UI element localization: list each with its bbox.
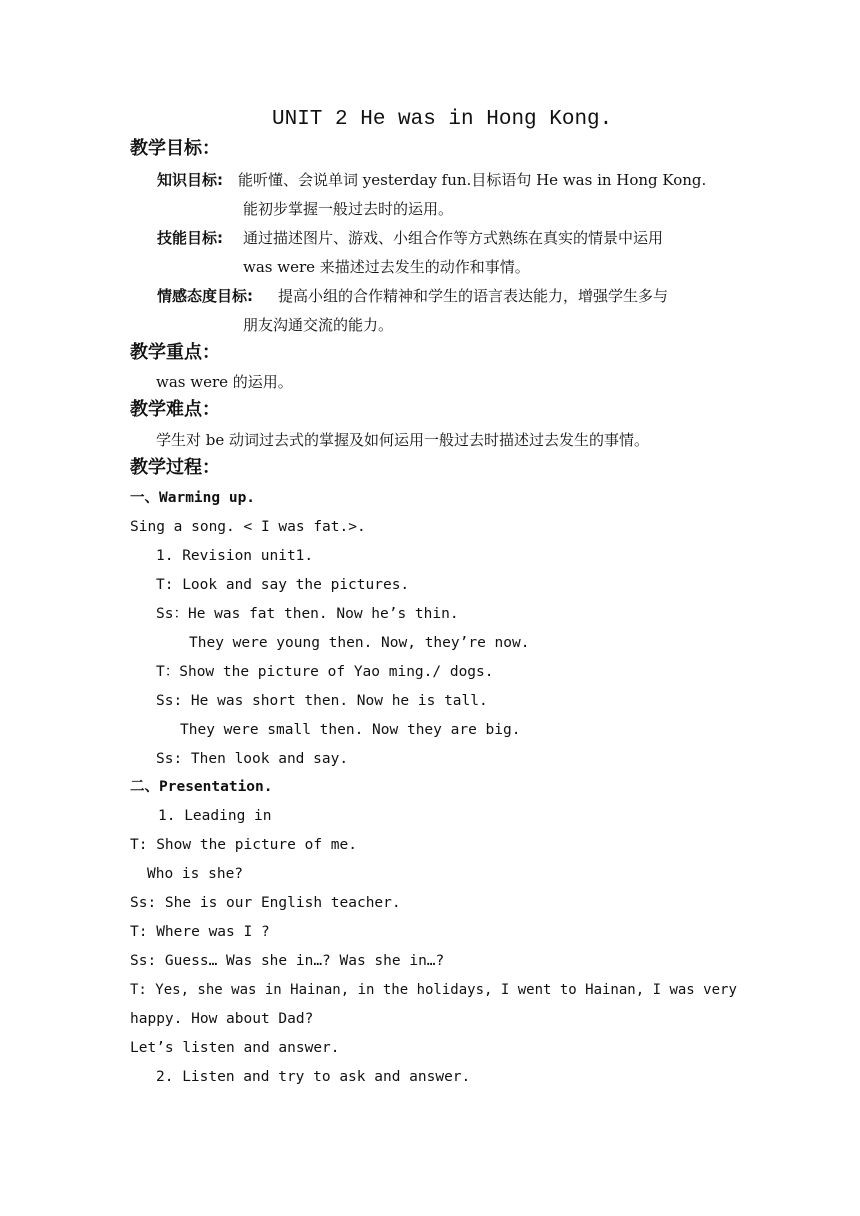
section1-title: 一、Warming up. — [130, 490, 256, 506]
section2-line: Let’s listen and answer. — [130, 1040, 340, 1056]
key-point-heading: 教学重点： — [130, 342, 220, 363]
objectives-heading: 教学目标： — [130, 138, 220, 159]
section2-title: 二、Presentation. — [130, 779, 273, 795]
skill-objective-line1: 通过描述图片、游戏、小组合作等方式熟练在真实的情景中运用 — [243, 229, 664, 247]
document-title: UNIT 2 He was in Hong Kong. — [272, 108, 613, 131]
emotion-objective-line2: 朋友沟通交流的能力。 — [243, 316, 394, 334]
section2-line: 2. Listen and try to ask and answer. — [156, 1069, 471, 1085]
section1-line: T：Show the picture of Yao ming./ dogs. — [156, 664, 494, 680]
section1-line: Ss: Then look and say. — [156, 751, 349, 767]
section1-line: They were small then. Now they are big. — [180, 722, 521, 738]
section2-line: T: Where was I ? — [130, 924, 270, 940]
difficulty-heading: 教学难点： — [130, 399, 220, 420]
section2-line: T: Show the picture of me. — [130, 837, 357, 853]
skill-objective-label: 技能目标: — [157, 229, 223, 247]
section1-line: Sing a song. < I was fat.>. — [130, 519, 366, 535]
section1-line: Ss：He was fat then. Now he’s thin. — [156, 606, 459, 622]
key-point-text: was were 的运用。 — [156, 373, 293, 391]
section1-line: 1. Revision unit1. — [156, 548, 314, 564]
section1-line: They were young then. Now, they’re now. — [189, 635, 530, 651]
section1-line: Ss: He was short then. Now he is tall. — [156, 693, 488, 709]
section2-line: happy. How about Dad? — [130, 1011, 314, 1027]
knowledge-objective-line1: 能听懂、会说单词 yesterday fun.目标语句 He was in Hong Kong. — [238, 171, 707, 189]
section2-line: 1. Leading in — [158, 808, 272, 824]
section2-line: Ss: She is our English teacher. — [130, 895, 401, 911]
difficulty-text: 学生对 be 动词过去式的掌握及如何运用一般过去时描述过去发生的事情。 — [156, 431, 650, 449]
section2-line: T: Yes, she was in Hainan, in the holidays, I went to Hainan, I was very — [130, 982, 737, 998]
section2-line: Ss: Guess… Was she in…? Was she in…? — [130, 953, 445, 969]
knowledge-objective-line2: 能初步掌握一般过去时的运用。 — [243, 200, 454, 218]
emotion-objective-label: 情感态度目标: — [157, 287, 253, 305]
skill-objective-line2: was were 来描述过去发生的动作和事情。 — [243, 258, 530, 276]
knowledge-objective-label: 知识目标: — [157, 171, 223, 189]
process-heading: 教学过程： — [130, 457, 220, 478]
section2-line: Who is she? — [147, 866, 244, 882]
section1-line: T: Look and say the pictures. — [156, 577, 410, 593]
emotion-objective-line1: 提高小组的合作精神和学生的语言表达能力，增强学生多与 — [278, 287, 669, 305]
